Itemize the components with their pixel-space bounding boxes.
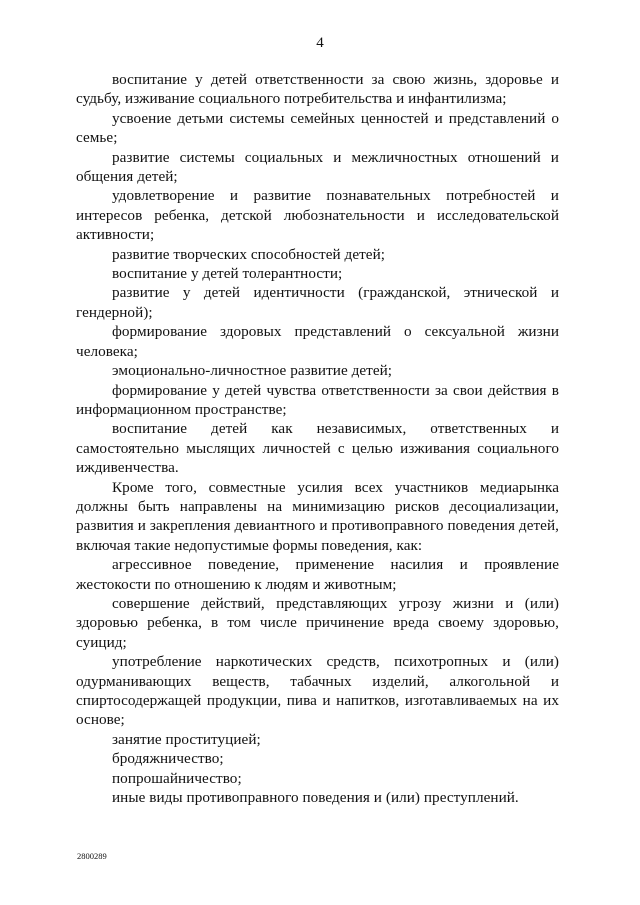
paragraph: агрессивное поведение, применение насилия и проявление жестокости по отношению к людям и животным; <box>76 556 559 593</box>
paragraph: развитие у детей идентичности (гражданской, этнической и гендерной); <box>76 284 559 321</box>
paragraph: бродяжничество; <box>112 750 224 768</box>
paragraph: совершение действий, представляющих угрозу жизни и (или) здоровью ребенка, в том числе причинение вреда своему здоровью, суицид; <box>76 594 559 651</box>
document-code: 2800289 <box>77 851 107 861</box>
paragraph: развитие творческих способностей детей; <box>112 245 386 263</box>
paragraph: формирование здоровых представлений о сексуальной жизни человека; <box>76 323 559 360</box>
paragraph: Кроме того, совместные усилия всех участников медиарынка должны быть направлены на минимизацию рисков десоциализации, развития и закрепления девиантного и противоправного поведения детей, включая такие недопустимые формы поведения, как: <box>76 478 559 554</box>
paragraph: употребление наркотических средств, психотропных и (или) одурманивающих веществ, табачных изделий, алкогольной и спиртосодержащей продукции, пива и напитков, изготавливаемых на их основе; <box>76 653 559 729</box>
paragraph: занятие проституцией; <box>112 730 261 748</box>
paragraph: иные виды противоправного поведения и (или) преступлений. <box>112 789 519 807</box>
paragraph: развитие системы социальных и межличностных отношений и общения детей; <box>76 148 559 186</box>
paragraph: воспитание у детей толерантности; <box>112 265 343 283</box>
paragraph: усвоение детьми системы семейных ценностей и представлений о семье; <box>76 109 559 147</box>
page-number: 4 <box>316 35 324 51</box>
paragraph: воспитание у детей ответственности за свою жизнь, здоровье и судьбу, изживание социального потребительства и инфантилизма; <box>76 71 559 108</box>
paragraph: воспитание детей как независимых, ответственных и самостоятельно мыслящих личностей с целью изживания социального иждивенчества. <box>76 420 559 477</box>
paragraph: формирование у детей чувства ответственности за свои действия в информационном пространстве; <box>76 381 559 418</box>
paragraph: попрошайничество; <box>112 769 242 787</box>
paragraph: эмоционально-личностное развитие детей; <box>112 362 393 380</box>
paragraph: удовлетворение и развитие познавательных потребностей и интересов ребенка, детской любознательности и исследовательской активности; <box>76 187 559 244</box>
document-body <box>76 70 559 807</box>
